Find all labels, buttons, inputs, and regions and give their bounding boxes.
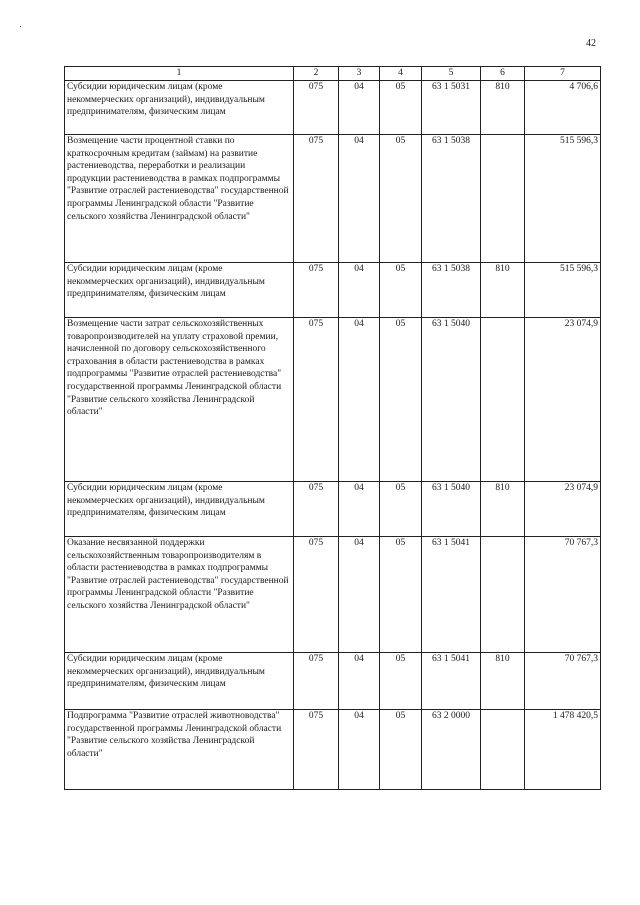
row-name: Подпрограмма "Развитие отраслей животноводства" государственной программы Ленинградской области "Развитие сельского хозяйства Ленинградской области" xyxy=(65,710,294,790)
row-rz: 04 xyxy=(339,81,380,135)
row-name: Оказание несвязанной поддержки сельскохозяйственным товаропроизводителям в области растениеводства в рамках подпрограммы "Развитие отраслей растениеводства" государственной программы Ленинградской области "Развитие сельского хозяйства Ленинградской области" xyxy=(65,537,294,653)
table-row xyxy=(65,263,601,318)
header-col-4: 4 xyxy=(380,67,422,81)
header-col-6: 6 xyxy=(481,67,525,81)
row-sum: 23 074,9 xyxy=(525,482,601,537)
row-name: Субсидии юридическим лицам (кроме некоммерческих организаций), индивидуальным предпринимателям, физическим лицам xyxy=(65,482,294,537)
row-vr: 810 xyxy=(481,263,525,318)
row-gr: 075 xyxy=(294,263,339,318)
row-vr: 810 xyxy=(481,482,525,537)
row-pr: 05 xyxy=(380,263,422,318)
row-gr: 075 xyxy=(294,482,339,537)
row-name: Субсидии юридическим лицам (кроме некоммерческих организаций), индивидуальным предпринимателям, физическим лицам xyxy=(65,81,294,135)
row-rz: 04 xyxy=(339,710,380,790)
row-sum: 1 478 420,5 xyxy=(525,710,601,790)
table-row xyxy=(65,710,601,790)
row-sum: 515 596,3 xyxy=(525,263,601,318)
row-pr: 05 xyxy=(380,482,422,537)
row-vr xyxy=(481,537,525,653)
row-gr: 075 xyxy=(294,653,339,710)
row-csr: 63 1 5038 xyxy=(422,263,481,318)
header-col-1: 1 xyxy=(65,67,294,81)
header-col-7: 7 xyxy=(525,67,601,81)
row-pr: 05 xyxy=(380,710,422,790)
budget-table xyxy=(64,66,601,790)
table-row xyxy=(65,135,601,263)
row-pr: 05 xyxy=(380,81,422,135)
table-row xyxy=(65,318,601,482)
row-vr: 810 xyxy=(481,81,525,135)
row-csr: 63 1 5041 xyxy=(422,537,481,653)
table-body xyxy=(65,81,601,790)
row-name: Возмещение части затрат сельскохозяйственных товаропроизводителей на уплату страховой премии, начисленной по договору сельскохозяйственного страхования в области растениеводства в рамках подпрограммы "Развитие отраслей растениеводства" государственной программы Ленинградской области "Развитие сельского хозяйства Ленинградской области" xyxy=(65,318,294,482)
row-gr: 075 xyxy=(294,135,339,263)
row-rz: 04 xyxy=(339,318,380,482)
row-name: Возмещение части процентной ставки по краткосрочным кредитам (займам) на развитие растениеводства, переработки и реализации продукции растениеводства в рамках подпрограммы "Развитие отраслей растениеводства" государственной программы Ленинградской области "Развитие сельского хозяйства Ленинградской области" xyxy=(65,135,294,263)
row-gr: 075 xyxy=(294,537,339,653)
row-name: Субсидии юридическим лицам (кроме некоммерческих организаций), индивидуальным предпринимателям, физическим лицам xyxy=(65,653,294,710)
row-pr: 05 xyxy=(380,318,422,482)
header-col-5: 5 xyxy=(422,67,481,81)
page-number: 42 xyxy=(586,38,596,49)
table-row xyxy=(65,537,601,653)
row-vr: 810 xyxy=(481,653,525,710)
row-pr: 05 xyxy=(380,135,422,263)
row-csr: 63 2 0000 xyxy=(422,710,481,790)
row-sum: 23 074,9 xyxy=(525,318,601,482)
row-csr: 63 1 5040 xyxy=(422,482,481,537)
header-col-3: 3 xyxy=(339,67,380,81)
row-vr xyxy=(481,710,525,790)
header-col-2: 2 xyxy=(294,67,339,81)
row-sum: 515 596,3 xyxy=(525,135,601,263)
row-rz: 04 xyxy=(339,537,380,653)
row-name: Субсидии юридическим лицам (кроме некоммерческих организаций), индивидуальным предпринимателям, физическим лицам xyxy=(65,263,294,318)
table-row xyxy=(65,653,601,710)
row-rz: 04 xyxy=(339,135,380,263)
row-vr xyxy=(481,318,525,482)
row-rz: 04 xyxy=(339,653,380,710)
row-gr: 075 xyxy=(294,81,339,135)
row-sum: 70 767,3 xyxy=(525,653,601,710)
row-csr: 63 1 5041 xyxy=(422,653,481,710)
row-rz: 04 xyxy=(339,482,380,537)
scan-speck xyxy=(20,26,21,27)
row-pr: 05 xyxy=(380,537,422,653)
table-row xyxy=(65,482,601,537)
row-csr: 63 1 5040 xyxy=(422,318,481,482)
header-row xyxy=(65,67,601,81)
row-sum: 4 706,6 xyxy=(525,81,601,135)
row-gr: 075 xyxy=(294,318,339,482)
table-header xyxy=(65,67,601,81)
row-pr: 05 xyxy=(380,653,422,710)
table-row xyxy=(65,81,601,135)
row-csr: 63 1 5038 xyxy=(422,135,481,263)
row-gr: 075 xyxy=(294,710,339,790)
row-rz: 04 xyxy=(339,263,380,318)
row-sum: 70 767,3 xyxy=(525,537,601,653)
row-csr: 63 1 5031 xyxy=(422,81,481,135)
row-vr xyxy=(481,135,525,263)
